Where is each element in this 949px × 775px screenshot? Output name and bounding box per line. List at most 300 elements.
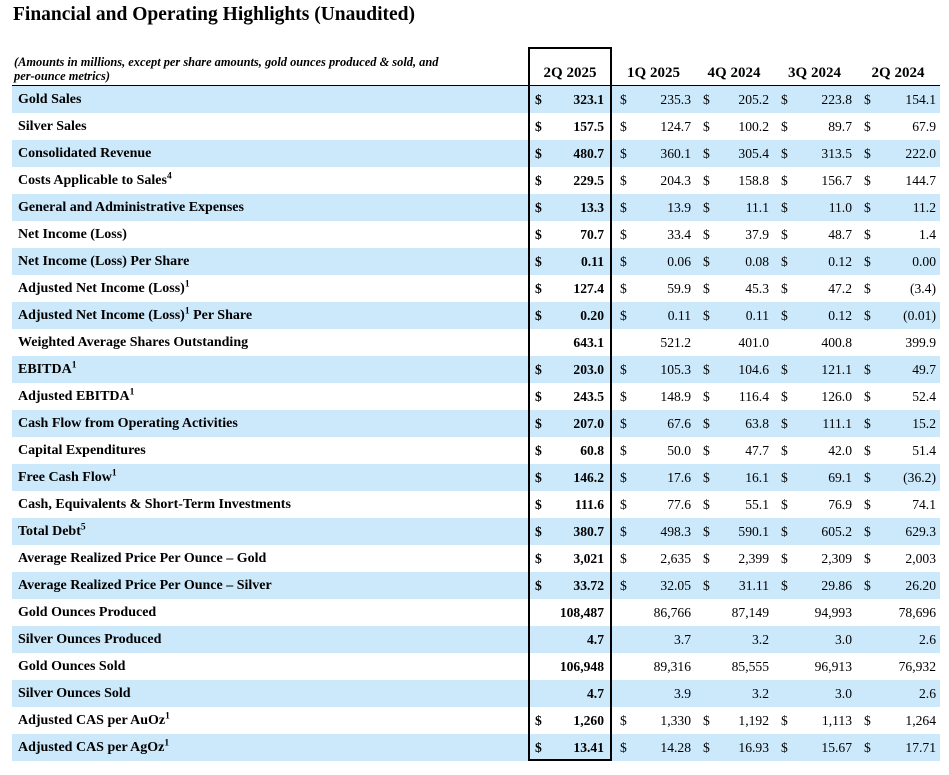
dollar-sign: $ <box>703 361 710 377</box>
row-label: Adjusted CAS per AuOz$^1$ <box>18 710 170 728</box>
value: 3.9 <box>674 685 691 701</box>
value-cell <box>695 119 773 135</box>
value-cell <box>773 362 856 378</box>
value: 17.71 <box>905 739 936 755</box>
value-cell <box>773 578 856 594</box>
value-cell <box>856 686 940 702</box>
value: 144.7 <box>905 172 936 188</box>
dollar-sign: $ <box>703 145 710 161</box>
dollar-sign: $ <box>864 253 871 269</box>
value: 47.7 <box>745 442 769 458</box>
dollar-sign: $ <box>781 172 788 188</box>
value: 89,316 <box>653 658 691 674</box>
value: 87,149 <box>731 604 769 620</box>
note-line-1: (Amounts in millions, except per share amounts, gold ounces produced & sold, and <box>14 55 439 69</box>
dollar-sign: $ <box>781 469 788 485</box>
table-row <box>12 86 940 113</box>
value: 0.20 <box>580 307 604 323</box>
dollar-sign: $ <box>620 388 627 404</box>
table-row <box>12 221 940 248</box>
value: 2,003 <box>905 550 936 566</box>
value: (3.4) <box>909 280 936 296</box>
value: 0.11 <box>667 307 691 323</box>
dollar-sign: $ <box>703 442 710 458</box>
value: (0.01) <box>903 307 936 323</box>
value-cell <box>695 578 773 594</box>
column-header-1q-2025: 1Q 2025 <box>627 65 680 81</box>
value-cell <box>612 389 695 405</box>
dollar-sign: $ <box>535 469 542 485</box>
value-cell <box>773 92 856 108</box>
value: 222.0 <box>905 145 936 161</box>
value-cell <box>773 200 856 216</box>
table-row <box>12 194 940 221</box>
value-cell <box>695 713 773 729</box>
dollar-sign: $ <box>781 388 788 404</box>
value-cell <box>856 173 940 189</box>
value: 3,021 <box>573 550 604 566</box>
value: 69.1 <box>828 469 852 485</box>
value-cell <box>856 605 940 621</box>
value: 15.67 <box>821 739 852 755</box>
dollar-sign: $ <box>781 442 788 458</box>
table-row <box>12 626 940 653</box>
dollar-sign: $ <box>620 496 627 512</box>
value-cell <box>773 416 856 432</box>
value-cell <box>612 632 695 648</box>
dollar-sign: $ <box>620 172 627 188</box>
table-row <box>12 248 940 275</box>
row-label: Adjusted EBITDA$^1$ <box>18 386 135 404</box>
value: 158.8 <box>738 172 769 188</box>
value-cell <box>612 713 695 729</box>
dollar-sign: $ <box>535 739 542 755</box>
value: 47.2 <box>828 280 852 296</box>
dollar-sign: $ <box>781 307 788 323</box>
dollar-sign: $ <box>864 226 871 242</box>
value: 1.4 <box>919 226 936 242</box>
value: 127.4 <box>573 280 604 296</box>
value: 59.9 <box>667 280 691 296</box>
value: 360.1 <box>660 145 691 161</box>
value: 1,113 <box>821 712 852 728</box>
value-cell <box>528 173 612 189</box>
value: 104.6 <box>738 361 769 377</box>
value: 49.7 <box>912 361 936 377</box>
value: 121.1 <box>821 361 852 377</box>
value-cell <box>773 308 856 324</box>
value: 643.1 <box>573 334 604 350</box>
value: 2,399 <box>738 550 769 566</box>
table-row <box>12 329 940 356</box>
value: 63.8 <box>745 415 769 431</box>
value: 70.7 <box>580 226 604 242</box>
value: 0.06 <box>667 253 691 269</box>
value-cell <box>612 443 695 459</box>
dollar-sign: $ <box>864 307 871 323</box>
value: 52.4 <box>912 388 936 404</box>
value: 229.5 <box>573 172 604 188</box>
value: 13.41 <box>573 739 604 755</box>
row-label: Capital Expenditures <box>18 442 146 458</box>
value-cell <box>695 416 773 432</box>
value: 3.2 <box>752 631 769 647</box>
value-cell <box>856 308 940 324</box>
value: 96,913 <box>814 658 852 674</box>
row-label: Adjusted Net Income (Loss)$^1$ Per Share <box>18 305 253 323</box>
table-row <box>12 383 940 410</box>
dollar-sign: $ <box>535 712 542 728</box>
dollar-sign: $ <box>703 496 710 512</box>
table-row <box>12 140 940 167</box>
value: 50.0 <box>667 442 691 458</box>
dollar-sign: $ <box>620 280 627 296</box>
value-cell <box>773 443 856 459</box>
value: 3.2 <box>752 685 769 701</box>
value-cell <box>612 551 695 567</box>
footnote-marker: 1 <box>184 278 190 289</box>
dollar-sign: $ <box>781 739 788 755</box>
value: 106,948 <box>559 658 604 674</box>
value-cell <box>528 389 612 405</box>
value-cell <box>528 362 612 378</box>
value-cell <box>773 740 856 756</box>
value-cell <box>773 470 856 486</box>
value: 3.7 <box>674 631 691 647</box>
value-cell <box>612 686 695 702</box>
dollar-sign: $ <box>781 226 788 242</box>
dollar-sign: $ <box>781 577 788 593</box>
value-cell <box>612 497 695 513</box>
value-cell <box>856 632 940 648</box>
row-label: General and Administrative Expenses <box>18 199 244 215</box>
dollar-sign: $ <box>703 91 710 107</box>
dollar-sign: $ <box>620 523 627 539</box>
value-cell <box>856 578 940 594</box>
value: 78,696 <box>898 604 936 620</box>
value-cell <box>856 227 940 243</box>
value: 116.4 <box>738 388 769 404</box>
dollar-sign: $ <box>535 172 542 188</box>
dollar-sign: $ <box>781 523 788 539</box>
value: 126.0 <box>821 388 852 404</box>
value-cell <box>695 281 773 297</box>
value-cell <box>528 551 612 567</box>
value-cell <box>528 578 612 594</box>
value-cell <box>695 632 773 648</box>
value-cell <box>612 416 695 432</box>
dollar-sign: $ <box>535 145 542 161</box>
value: 0.11 <box>580 253 604 269</box>
value: 100.2 <box>738 118 769 134</box>
table-row <box>12 545 940 572</box>
value-cell <box>856 146 940 162</box>
value: 111.6 <box>574 496 604 512</box>
dollar-sign: $ <box>864 712 871 728</box>
dollar-sign: $ <box>781 118 788 134</box>
value-cell <box>695 443 773 459</box>
table-row <box>12 680 940 707</box>
note-line-2: per-ounce metrics) <box>14 69 111 83</box>
value: 521.2 <box>660 334 691 350</box>
dollar-sign: $ <box>703 199 710 215</box>
dollar-sign: $ <box>620 199 627 215</box>
value: 380.7 <box>573 523 604 539</box>
table-row <box>12 491 940 518</box>
dollar-sign: $ <box>535 415 542 431</box>
dollar-sign: $ <box>703 523 710 539</box>
dollar-sign: $ <box>703 712 710 728</box>
dollar-sign: $ <box>703 280 710 296</box>
dollar-sign: $ <box>620 307 627 323</box>
value: 48.7 <box>828 226 852 242</box>
footnote-marker: 1 <box>165 710 170 721</box>
value: 401.0 <box>738 334 769 350</box>
value: 13.9 <box>667 199 691 215</box>
dollar-sign: $ <box>535 253 542 269</box>
value: 15.2 <box>912 415 936 431</box>
dollar-sign: $ <box>864 172 871 188</box>
value: 105.3 <box>660 361 691 377</box>
column-header-2q-2024: 2Q 2024 <box>871 65 925 81</box>
value: 1,260 <box>573 712 604 728</box>
table-row <box>12 113 940 140</box>
row-label: Consolidated Revenue <box>18 145 152 161</box>
dollar-sign: $ <box>535 307 542 323</box>
value: 156.7 <box>821 172 852 188</box>
footnote-marker: 1 <box>164 737 170 748</box>
value-cell <box>695 389 773 405</box>
value-cell <box>528 119 612 135</box>
row-label: Weighted Average Shares Outstanding <box>18 334 249 350</box>
value-cell <box>856 200 940 216</box>
dollar-sign: $ <box>620 469 627 485</box>
dollar-sign: $ <box>781 145 788 161</box>
table-row <box>12 356 940 383</box>
value: 157.5 <box>573 118 604 134</box>
value: 235.3 <box>660 91 691 107</box>
value: 124.7 <box>660 118 691 134</box>
value-cell <box>773 389 856 405</box>
dollar-sign: $ <box>864 550 871 566</box>
value: 11.2 <box>912 199 936 215</box>
value-cell <box>856 470 940 486</box>
table-row <box>12 599 940 626</box>
financial-highlights-table <box>12 46 940 761</box>
value: 16.93 <box>738 739 769 755</box>
value: 11.0 <box>828 199 852 215</box>
value: 0.08 <box>745 253 769 269</box>
value-cell <box>528 146 612 162</box>
value-cell <box>528 632 612 648</box>
dollar-sign: $ <box>864 469 871 485</box>
value-cell <box>695 92 773 108</box>
table-row <box>12 437 940 464</box>
dollar-sign: $ <box>620 145 627 161</box>
value-cell <box>773 605 856 621</box>
value-cell <box>856 524 940 540</box>
table-row <box>12 464 940 491</box>
dollar-sign: $ <box>620 712 627 728</box>
row-label: Adjusted CAS per AgOz$^1$ <box>18 737 170 755</box>
dollar-sign: $ <box>781 253 788 269</box>
table-row <box>12 518 940 545</box>
value: 111.1 <box>822 415 852 431</box>
column-header-2q-2025: 2Q 2025 <box>543 65 597 81</box>
value: 86,766 <box>653 604 691 620</box>
value: 400.8 <box>821 334 852 350</box>
table-row <box>12 167 940 194</box>
value: 14.28 <box>660 739 691 755</box>
dollar-sign: $ <box>703 739 710 755</box>
dollar-sign: $ <box>864 577 871 593</box>
value: 207.0 <box>573 415 604 431</box>
row-label: Silver Ounces Sold <box>18 685 131 701</box>
value: 17.6 <box>667 469 691 485</box>
value: 67.6 <box>667 415 691 431</box>
value-cell <box>695 227 773 243</box>
dollar-sign: $ <box>864 361 871 377</box>
value: 4.7 <box>587 631 604 647</box>
dollar-sign: $ <box>535 388 542 404</box>
page-title: Financial and Operating Highlights (Unaudited) <box>13 4 415 25</box>
row-label: Adjusted Net Income (Loss)$^1$ <box>18 278 190 296</box>
value: 205.2 <box>738 91 769 107</box>
value-cell <box>528 92 612 108</box>
dollar-sign: $ <box>781 712 788 728</box>
value: 76,932 <box>898 658 936 674</box>
dollar-sign: $ <box>535 118 542 134</box>
value-cell <box>528 281 612 297</box>
row-label: Cash, Equivalents & Short-Term Investments <box>18 496 291 512</box>
value: 4.7 <box>587 685 604 701</box>
value-cell <box>612 119 695 135</box>
table-body <box>12 86 940 761</box>
value-cell <box>856 659 940 675</box>
row-label: Gold Ounces Sold <box>18 658 126 674</box>
row-label: EBITDA$^1$ <box>18 359 77 377</box>
dollar-sign: $ <box>781 415 788 431</box>
value: 2,635 <box>660 550 691 566</box>
value: 0.12 <box>828 253 852 269</box>
row-label: Gold Ounces Produced <box>18 604 157 620</box>
value-cell <box>612 146 695 162</box>
dollar-sign: $ <box>620 253 627 269</box>
value: 3.0 <box>835 631 852 647</box>
value: 203.0 <box>573 361 604 377</box>
row-label: Free Cash Flow$^1$ <box>18 467 117 485</box>
column-header-3q-2024: 3Q 2024 <box>788 65 841 81</box>
value-cell <box>695 659 773 675</box>
value: 223.8 <box>821 91 852 107</box>
footnote-marker: 1 <box>129 386 135 397</box>
value-cell <box>612 362 695 378</box>
value-cell <box>612 740 695 756</box>
value-cell <box>695 551 773 567</box>
value-cell <box>773 146 856 162</box>
value: 629.3 <box>905 523 936 539</box>
value-cell <box>528 416 612 432</box>
value-cell <box>528 200 612 216</box>
table-row <box>12 275 940 302</box>
value-cell <box>612 173 695 189</box>
dollar-sign: $ <box>620 91 627 107</box>
value: 31.11 <box>738 577 769 593</box>
dollar-sign: $ <box>620 739 627 755</box>
value-cell <box>856 119 940 135</box>
value-cell <box>695 335 773 351</box>
dollar-sign: $ <box>864 280 871 296</box>
value-cell <box>612 605 695 621</box>
value: 1,192 <box>738 712 769 728</box>
dollar-sign: $ <box>535 577 542 593</box>
value-cell <box>612 281 695 297</box>
dollar-sign: $ <box>620 442 627 458</box>
dollar-sign: $ <box>535 91 542 107</box>
value-cell <box>612 524 695 540</box>
dollar-sign: $ <box>703 388 710 404</box>
dollar-sign: $ <box>535 496 542 512</box>
row-label: Total Debt$^5$ <box>18 521 86 539</box>
row-label: Gold Sales <box>18 91 82 107</box>
value: (36.2) <box>903 469 936 485</box>
table-row <box>12 734 940 761</box>
value-cell <box>856 92 940 108</box>
value: 243.5 <box>573 388 604 404</box>
dollar-sign: $ <box>864 199 871 215</box>
value: 85,555 <box>731 658 769 674</box>
value-cell <box>612 578 695 594</box>
row-label: Costs Applicable to Sales$^4$ <box>18 170 172 188</box>
value: 3.0 <box>835 685 852 701</box>
value: 13.3 <box>580 199 604 215</box>
value: 108,487 <box>559 604 604 620</box>
dollar-sign: $ <box>781 91 788 107</box>
value-cell <box>528 254 612 270</box>
value: 76.9 <box>828 496 852 512</box>
value-cell <box>856 281 940 297</box>
value-cell <box>695 254 773 270</box>
dollar-sign: $ <box>620 577 627 593</box>
value: 605.2 <box>821 523 852 539</box>
dollar-sign: $ <box>535 226 542 242</box>
dollar-sign: $ <box>864 388 871 404</box>
value-cell <box>695 308 773 324</box>
dollar-sign: $ <box>703 226 710 242</box>
row-label: Average Realized Price Per Ounce – Gold <box>18 550 267 566</box>
value-cell <box>528 713 612 729</box>
dollar-sign: $ <box>703 550 710 566</box>
dollar-sign: $ <box>620 118 627 134</box>
value-cell <box>695 524 773 540</box>
value: 29.86 <box>821 577 852 593</box>
value-cell <box>773 173 856 189</box>
value: 51.4 <box>912 442 936 458</box>
dollar-sign: $ <box>864 523 871 539</box>
value-cell <box>773 524 856 540</box>
value: 33.4 <box>667 226 691 242</box>
value: 1,264 <box>905 712 936 728</box>
value: 32.05 <box>660 577 691 593</box>
value-cell <box>695 362 773 378</box>
value: 148.9 <box>660 388 691 404</box>
row-label: Silver Sales <box>18 118 87 134</box>
value-cell <box>528 605 612 621</box>
dollar-sign: $ <box>535 550 542 566</box>
dollar-sign: $ <box>703 118 710 134</box>
value-cell <box>773 659 856 675</box>
value: 77.6 <box>667 496 691 512</box>
